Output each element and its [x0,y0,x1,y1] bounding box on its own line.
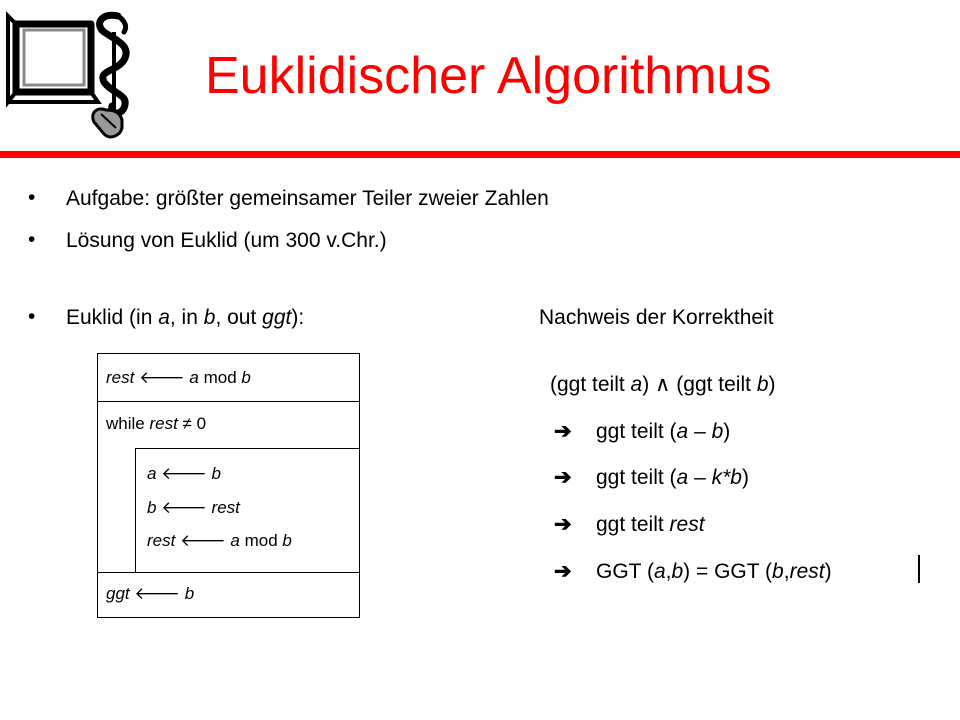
bullet-text: Aufgabe: größter gemeinsamer Teiler zweier Zahlen [66,187,549,210]
structogram-row-while [106,415,206,432]
var-a: a [230,531,240,550]
var-b: b [772,560,784,583]
var-a: a [653,560,666,583]
condition-op: ≠ 0 [177,414,207,433]
text-part: , [665,560,672,583]
text-part: – [688,466,712,489]
text-part: (ggt teilt [550,373,631,396]
proof-text [596,561,832,582]
signature-prefix: Euklid (in [66,306,159,329]
structogram-row-init [106,369,251,386]
proof-text [596,514,705,535]
param-a: a [158,306,170,329]
param-ggt: ggt [262,306,292,329]
var-rest: rest [147,531,176,550]
bullet-text [66,307,304,328]
var-b: b [147,498,157,517]
text-part: ) ∧ (ggt teilt [642,373,757,396]
implies-arrow-icon: ➔ [554,513,572,536]
implies-arrow-icon: ➔ [554,420,572,443]
bullet-icon: • [28,186,36,209]
mouse-icon [93,109,122,137]
implies-arrow-icon: ➔ [554,466,572,489]
var-rest: rest [149,414,178,433]
bullet-text: Lösung von Euklid (um 300 v.Chr.) [66,229,387,252]
structogram [97,353,360,618]
var-rest: rest [669,513,705,536]
var-rest: rest [789,560,825,583]
proof-text [550,374,776,395]
signature-sep-1: , in [169,306,204,329]
var-a: a [189,368,199,387]
var-b: b [241,368,251,387]
proof-text [596,421,730,442]
var-b: b [282,531,292,550]
bullet-icon: • [28,228,36,251]
expr-kb: k*b [711,466,742,489]
var-rest: rest [211,498,240,517]
left-arrow-icon: 🡐 [161,464,207,483]
text-part: ) = GGT ( [683,560,773,583]
var-rest: rest [106,368,135,387]
structogram-row-result [106,585,194,602]
var-b: b [711,420,724,443]
text-part: ) [723,420,731,443]
text-part: ggt teilt ( [596,420,677,443]
signature-suffix: ): [291,306,305,329]
var-b: b [756,373,769,396]
text-part: ) [768,373,776,396]
var-b: b [184,584,195,603]
page-title: Euklidischer Algorithmus [205,47,772,105]
snake-icon [100,15,127,118]
structogram-body-line-1 [147,465,221,482]
var-b: b [671,560,684,583]
text-part: GGT ( [596,560,654,583]
text-part: ) [741,466,749,489]
structogram-body-line-3 [147,532,292,549]
var-a: a [676,420,689,443]
var-a: a [676,466,689,489]
param-b: b [203,306,216,329]
structogram-body-line-2 [147,499,240,516]
text-part: , [783,560,790,583]
var-ggt: ggt [106,584,130,603]
text-part: ) [824,560,832,583]
proof-text [596,467,749,488]
left-arrow-icon: 🡐 [161,498,207,517]
var-b: b [211,464,221,483]
proof-heading: Nachweis der Korrektheit [539,306,774,329]
left-arrow-icon: 🡐 [134,584,180,603]
computer-snake-mouse-logo-icon [6,10,156,140]
var-a: a [147,464,157,483]
implies-arrow-icon: ➔ [554,560,572,583]
screen-icon [8,16,98,102]
left-arrow-icon: 🡐 [139,368,185,387]
text-part: – [688,420,712,443]
text-cursor [918,555,920,583]
signature-sep-2: , out [215,306,263,329]
operator-mod: mod [198,368,242,387]
structogram-divider [97,401,360,402]
text-part: ggt teilt [596,513,670,536]
operator-mod: mod [239,531,283,550]
text-part: ggt teilt ( [596,466,677,489]
var-a: a [630,373,643,396]
left-arrow-icon: 🡐 [180,531,226,550]
title-divider [0,151,960,158]
bullet-icon: • [28,305,36,328]
keyword-while: while [106,414,150,433]
